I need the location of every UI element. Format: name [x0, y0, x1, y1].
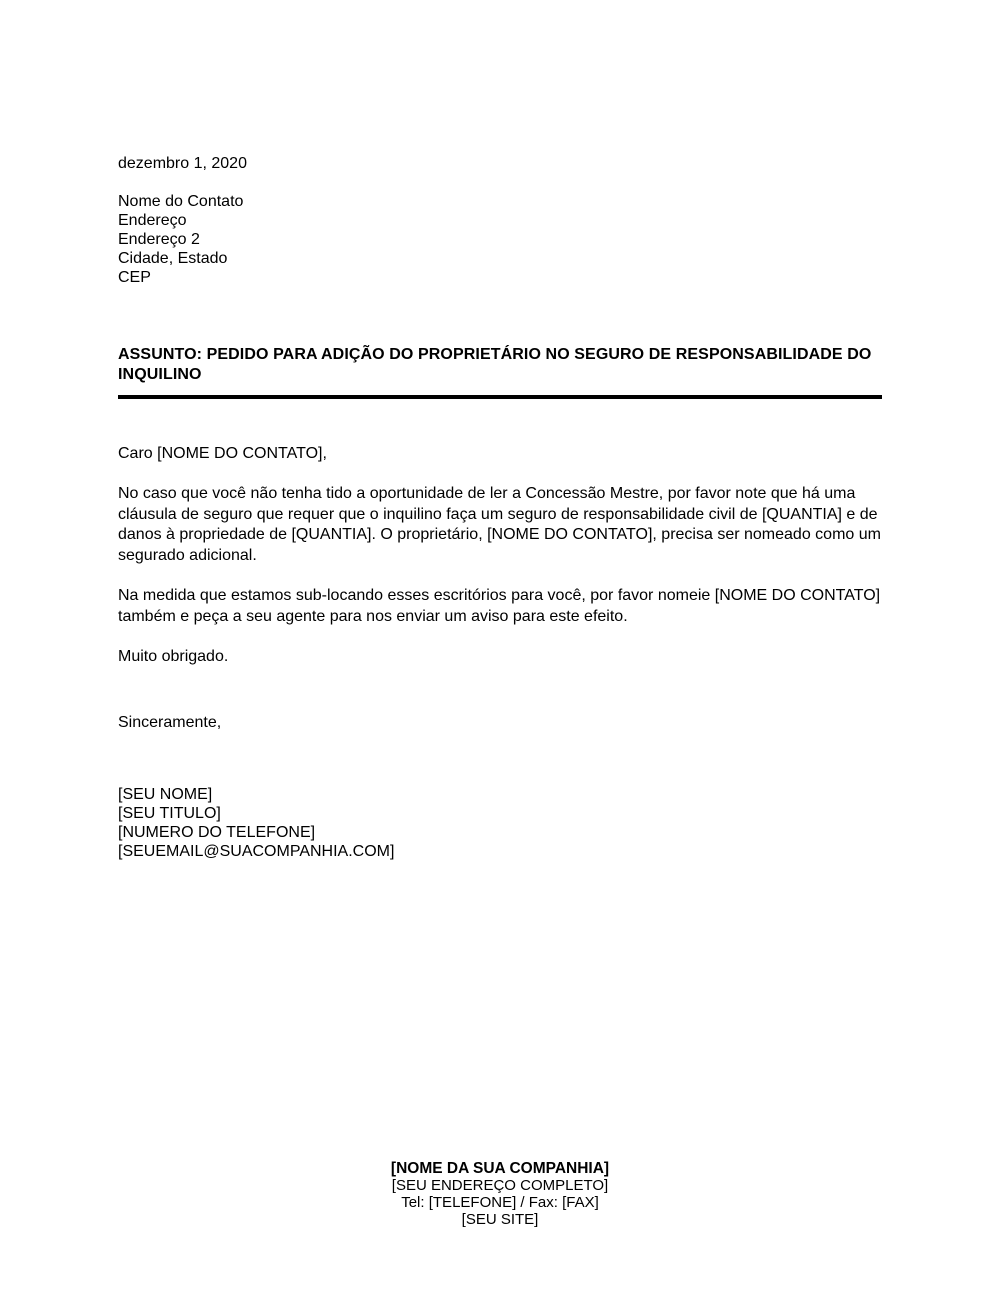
signature-title: [SEU TITULO]: [118, 804, 221, 822]
signature-name: [SEU NOME]: [118, 785, 213, 803]
body-paragraph-1: No caso que você não tenha tido a oportunidade de ler a Concessão Mestre, por favor note que há uma cláusula de seguro que requer que o inquilino faça um seguro de responsabilidade civil de [QUANTIA] e de danos à propriedade de [QUANTIA]. O proprietário, [NOME DO CONTATO], precisa ser nomeado como um segurado adicional.: [118, 485, 881, 564]
signature-block: [118, 785, 882, 861]
closing-line: Sinceramente,: [118, 713, 222, 731]
salutation: Caro [NOME DO CONTATO],: [118, 445, 327, 462]
recipient-city-state: Cidade, Estado: [118, 250, 228, 267]
letter-footer: [0, 1160, 1000, 1228]
subject-line: ASSUNTO: PEDIDO PARA ADIÇÃO DO PROPRIETÁRIO NO SEGURO DE RESPONSABILIDADE DO INQUILINO: [118, 346, 872, 383]
footer-website: [SEU SITE]: [461, 1211, 539, 1228]
subject-divider-rule: [118, 395, 882, 399]
recipient-zip: CEP: [118, 269, 151, 286]
body-paragraph-2: Na medida que estamos sub-locando esses escritórios para você, por favor nomeie [NOME DO CONTATO] também e peça a seu agente para nos enviar um aviso para este efeito.: [118, 587, 881, 625]
signature-email: [SEUEMAIL@SUACOMPANHIA.COM]: [118, 842, 395, 860]
footer-company-name: [NOME DA SUA COMPANHIA]: [390, 1160, 610, 1177]
letter-date: dezembro 1, 2020: [118, 155, 247, 172]
recipient-address-1: Endereço: [118, 212, 187, 229]
footer-address: [SEU ENDEREÇO COMPLETO]: [391, 1177, 609, 1194]
signature-phone: [NUMERO DO TELEFONE]: [118, 823, 316, 841]
recipient-name: Nome do Contato: [118, 193, 244, 210]
footer-tel-fax: Tel: [TELEFONE] / Fax: [FAX]: [401, 1194, 599, 1211]
recipient-address-2: Endereço 2: [118, 231, 200, 248]
thank-you-line: Muito obrigado.: [118, 648, 229, 665]
recipient-address-block: [118, 192, 882, 287]
